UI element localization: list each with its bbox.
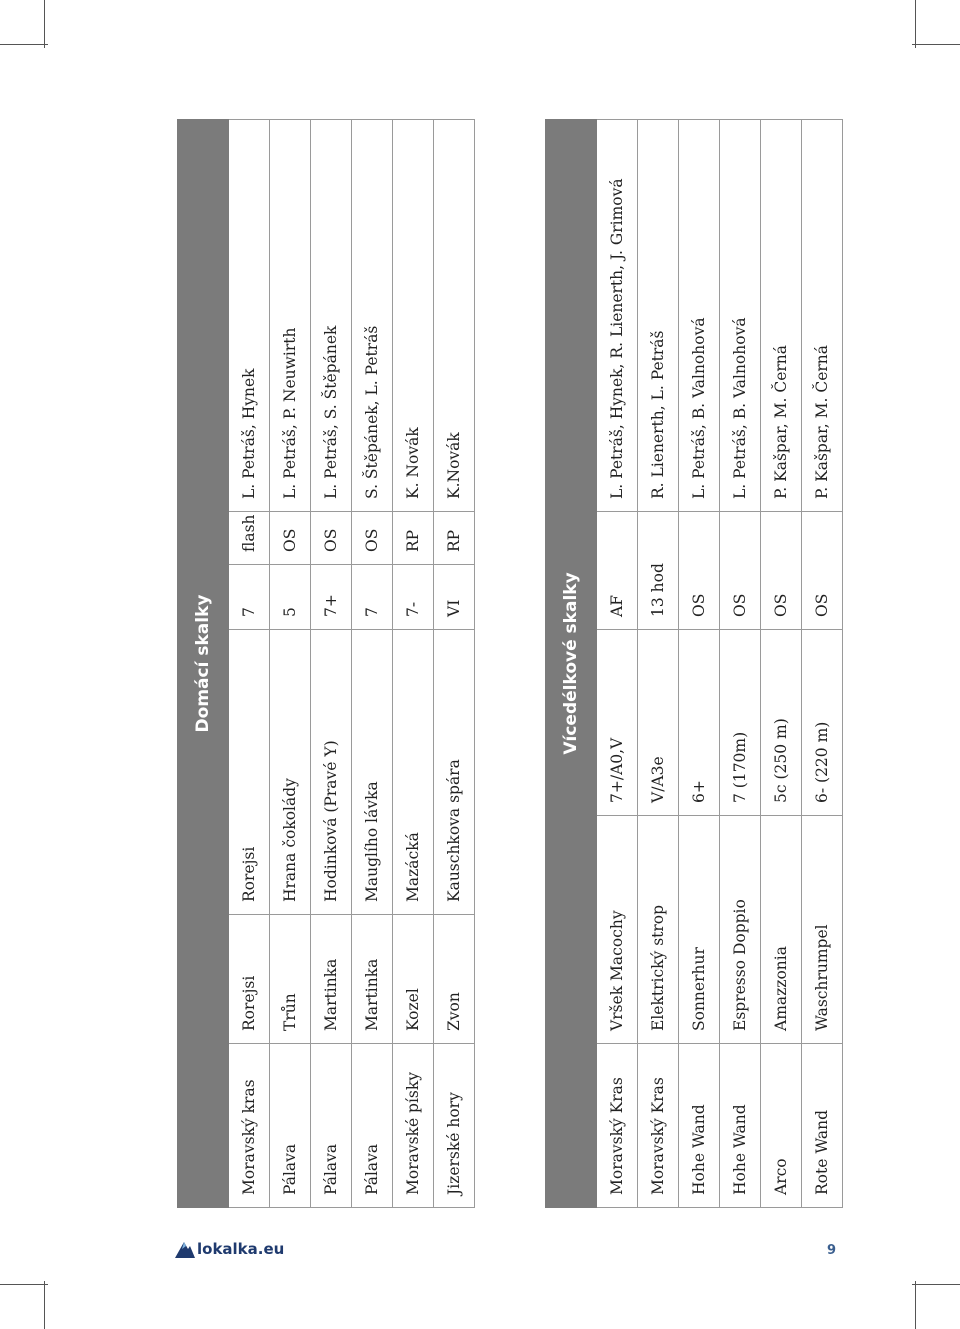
crag-cell: Kozel: [393, 915, 434, 1044]
vicedelkove-skalky-table: [545, 119, 843, 1208]
region-cell: Jizerské hory: [434, 1044, 475, 1208]
route-cell: Mauglího lávka: [352, 630, 393, 915]
grade-cell: 7: [229, 565, 270, 630]
region-cell: Moravské písky: [393, 1044, 434, 1208]
table-row: [597, 119, 638, 1207]
climbers-cell: L. Petráš, P. Neuwirth: [270, 119, 311, 511]
grade-cell: 5c (250 m): [761, 630, 802, 816]
table-row: [802, 119, 843, 1207]
style-cell: OS: [720, 512, 761, 630]
route-cell: Sonnerhur: [679, 816, 720, 1044]
crop-mark: [44, 1281, 45, 1329]
table-row: [720, 119, 761, 1207]
vicedelkove-skalky-block: [545, 119, 843, 1208]
table-row: [761, 119, 802, 1207]
region-cell: Pálava: [352, 1044, 393, 1208]
table-header-row: [178, 119, 229, 1207]
route-cell: Rorejsi: [229, 630, 270, 915]
style-cell: OS: [352, 512, 393, 565]
table-title: Vícedélkové skalky: [546, 119, 597, 1207]
crop-mark: [915, 1281, 916, 1329]
style-cell: RP: [393, 512, 434, 565]
style-cell: 13 hod: [638, 512, 679, 630]
crop-mark: [915, 0, 916, 48]
lokalka-logo[interactable]: [175, 1240, 284, 1258]
route-cell: Hodinková (Pravé Y): [311, 630, 352, 915]
route-cell: Elektrický strop: [638, 816, 679, 1044]
style-cell: flash: [229, 512, 270, 565]
style-cell: OS: [311, 512, 352, 565]
grade-cell: V/A3e: [638, 630, 679, 816]
page-number: 9: [827, 1243, 837, 1258]
grade-cell: VI: [434, 565, 475, 630]
crop-mark: [912, 1284, 960, 1285]
table-header-row: [546, 119, 597, 1207]
grade-cell: 7-: [393, 565, 434, 630]
climbers-cell: K. Novák: [393, 119, 434, 511]
crop-mark: [912, 44, 960, 45]
climbers-cell: P. Kašpar, M. Černá: [761, 119, 802, 511]
crag-cell: Zvon: [434, 915, 475, 1044]
region-cell: Pálava: [311, 1044, 352, 1208]
table-row: [393, 119, 434, 1207]
route-cell: Amazzonia: [761, 816, 802, 1044]
grade-cell: 7+/A0,V: [597, 630, 638, 816]
table-row: [352, 119, 393, 1207]
table-row: [434, 119, 475, 1207]
region-cell: Moravský kras: [229, 1044, 270, 1208]
style-cell: OS: [802, 512, 843, 630]
climbers-cell: L. Petráš, Hynek, R. Lienerth, J. Grimová: [597, 119, 638, 511]
climbers-cell: L. Petráš, Hynek: [229, 119, 270, 511]
table-row: [638, 119, 679, 1207]
region-cell: Arco: [761, 1044, 802, 1208]
mountain-icon: [175, 1240, 195, 1258]
domaci-skalky-block: [177, 119, 475, 1208]
route-cell: Espresso Doppio: [720, 816, 761, 1044]
route-cell: Kauschkova spára: [434, 630, 475, 915]
grade-cell: 6+: [679, 630, 720, 816]
table-row: [679, 119, 720, 1207]
table-row: [270, 119, 311, 1207]
style-cell: OS: [270, 512, 311, 565]
crop-mark: [0, 1284, 48, 1285]
route-cell: Hrana čokolády: [270, 630, 311, 915]
climbers-cell: L. Petráš, S. Štěpánek: [311, 119, 352, 511]
grade-cell: 7+: [311, 565, 352, 630]
table-row: [311, 119, 352, 1207]
grade-cell: 5: [270, 565, 311, 630]
table-title: Domácí skalky: [178, 119, 229, 1207]
climbers-cell: L. Petráš, B. Valnohová: [720, 119, 761, 511]
climbers-cell: R. Lienerth, L. Petráš: [638, 119, 679, 511]
logo-text: lokalka.eu: [197, 1240, 285, 1258]
route-cell: Mazácká: [393, 630, 434, 915]
region-cell: Hohe Wand: [720, 1044, 761, 1208]
style-cell: OS: [761, 512, 802, 630]
crop-mark: [44, 0, 45, 48]
style-cell: AF: [597, 512, 638, 630]
style-cell: OS: [679, 512, 720, 630]
crag-cell: Rorejsi: [229, 915, 270, 1044]
crag-cell: Martinka: [352, 915, 393, 1044]
region-cell: Moravský Kras: [597, 1044, 638, 1208]
region-cell: Pálava: [270, 1044, 311, 1208]
route-cell: Vršek Macochy: [597, 816, 638, 1044]
grade-cell: 6- (220 m): [802, 630, 843, 816]
region-cell: Moravský Kras: [638, 1044, 679, 1208]
grade-cell: 7 (170m): [720, 630, 761, 816]
crop-mark: [0, 44, 48, 45]
crag-cell: Trůn: [270, 915, 311, 1044]
climbers-cell: P. Kašpar, M. Černá: [802, 119, 843, 511]
climbers-cell: L. Petráš, B. Valnohová: [679, 119, 720, 511]
table-row: [229, 119, 270, 1207]
climbers-cell: K.Novák: [434, 119, 475, 511]
crag-cell: Martinka: [311, 915, 352, 1044]
region-cell: Hohe Wand: [679, 1044, 720, 1208]
style-cell: RP: [434, 512, 475, 565]
climbers-cell: S. Štěpánek, L. Petráš: [352, 119, 393, 511]
domaci-skalky-table: [177, 119, 475, 1208]
route-cell: Waschrumpel: [802, 816, 843, 1044]
grade-cell: 7: [352, 565, 393, 630]
region-cell: Rote Wand: [802, 1044, 843, 1208]
